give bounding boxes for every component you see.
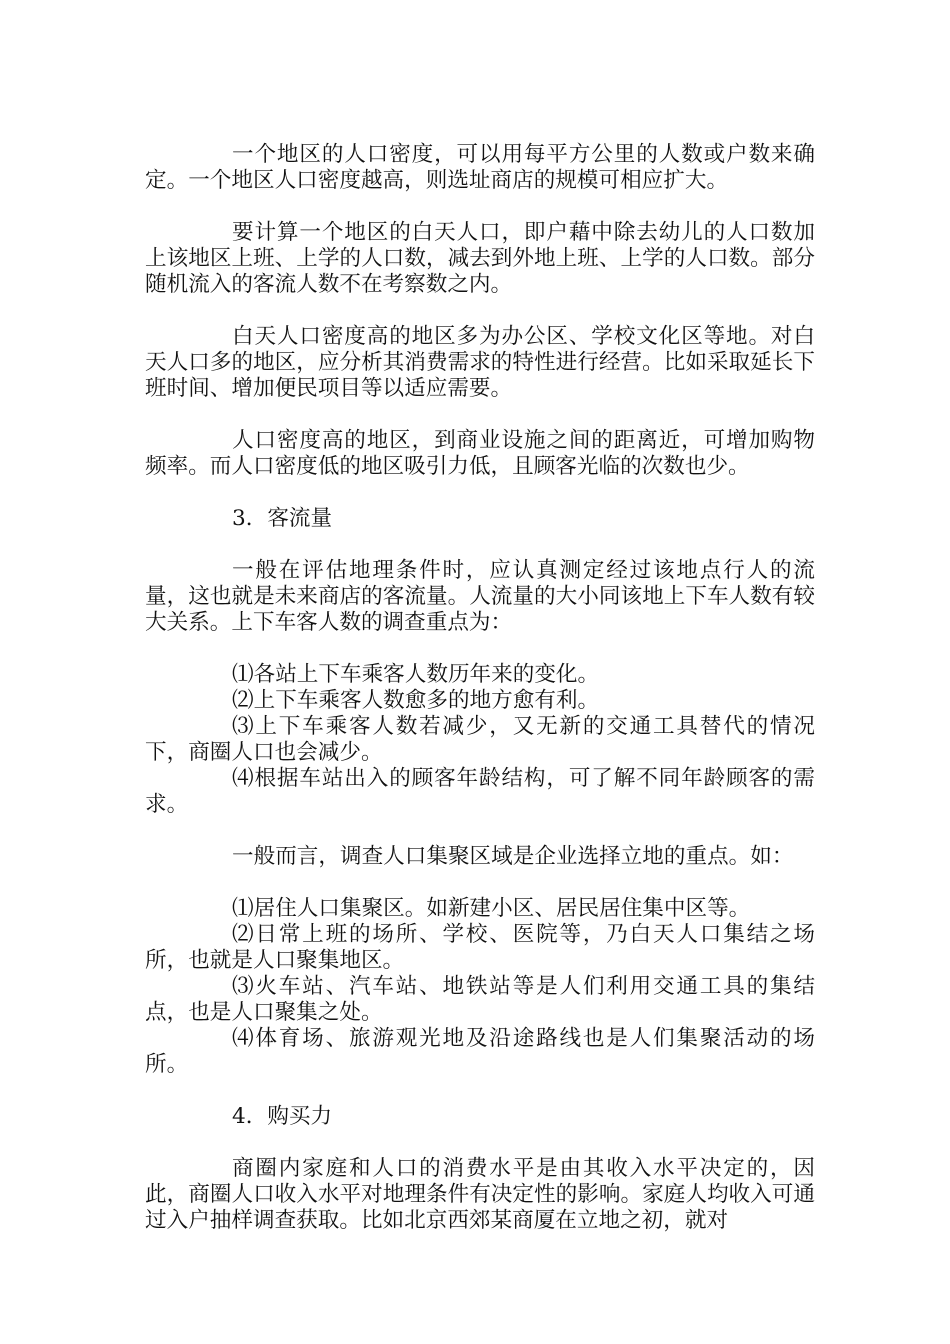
section-heading-customer-flow: 3．客流量 [232, 506, 333, 531]
paragraph-customer-flow: 一般在评估地理条件时，应认真测定经过该地点行人的流量，这也就是未来商店的客流量。人流量的大小同该地上下车人数有较大关系。上下车客人数的调查重点为： [145, 558, 815, 635]
list-item-gathering-1: ⑴居住人口集聚区。如新建小区、居民居住集中区等。 [232, 896, 751, 921]
list-item-gathering-4: ⑷体育场、旅游观光地及沿途路线也是人们集聚活动的场所。 [145, 1026, 815, 1077]
paragraph-population-density: 一个地区的人口密度，可以用每平方公里的人数或户数来确定。一个地区人口密度越高，则选址商店的规模可相应扩大。 [145, 142, 815, 193]
list-item-flow-3: ⑶上下车乘客人数若减少，又无新的交通工具替代的情况下，商圈人口也会减少。 [145, 714, 815, 765]
paragraph-daytime-density-areas: 白天人口密度高的地区多为办公区、学校文化区等地。对白天人口多的地区，应分析其消费需求的特性进行经营。比如采取延长下班时间、增加便民项目等以适应需要。 [145, 324, 815, 401]
paragraph-daytime-population: 要计算一个地区的白天人口，即户藉中除去幼儿的人口数加上该地区上班、上学的人口数，减去到外地上班、上学的人口数。部分随机流入的客流人数不在考察数之内。 [145, 220, 815, 297]
paragraph-density-frequency: 人口密度高的地区，到商业设施之间的距离近，可增加购物频率。而人口密度低的地区吸引力低，且顾客光临的次数也少。 [145, 428, 815, 479]
list-item-gathering-2: ⑵日常上班的场所、学校、医院等，乃白天人口集结之场所，也就是人口聚集地区。 [145, 922, 815, 973]
list-item-flow-4: ⑷根据车站出入的顾客年龄结构，可了解不同年龄顾客的需求。 [145, 766, 815, 817]
paragraph-purchasing-power: 商圈内家庭和人口的消费水平是由其收入水平决定的，因此，商圈人口收入水平对地理条件有决定性的影响。家庭人均收入可通过入户抽样调查获取。比如北京西郊某商厦在立地之初，就对 [145, 1156, 815, 1233]
section-heading-purchasing-power: 4．购买力 [232, 1104, 333, 1129]
list-item-gathering-3: ⑶火车站、汽车站、地铁站等是人们利用交通工具的集结点，也是人口聚集之处。 [145, 974, 815, 1025]
paragraph-gathering-areas: 一般而言，调查人口集聚区域是企业选择立地的重点。如： [232, 844, 794, 869]
list-item-flow-1: ⑴各站上下车乘客人数历年来的变化。 [232, 662, 600, 687]
document-page [145, 142, 815, 1234]
list-item-flow-2: ⑵上下车乘客人数愈多的地方愈有利。 [232, 688, 600, 713]
